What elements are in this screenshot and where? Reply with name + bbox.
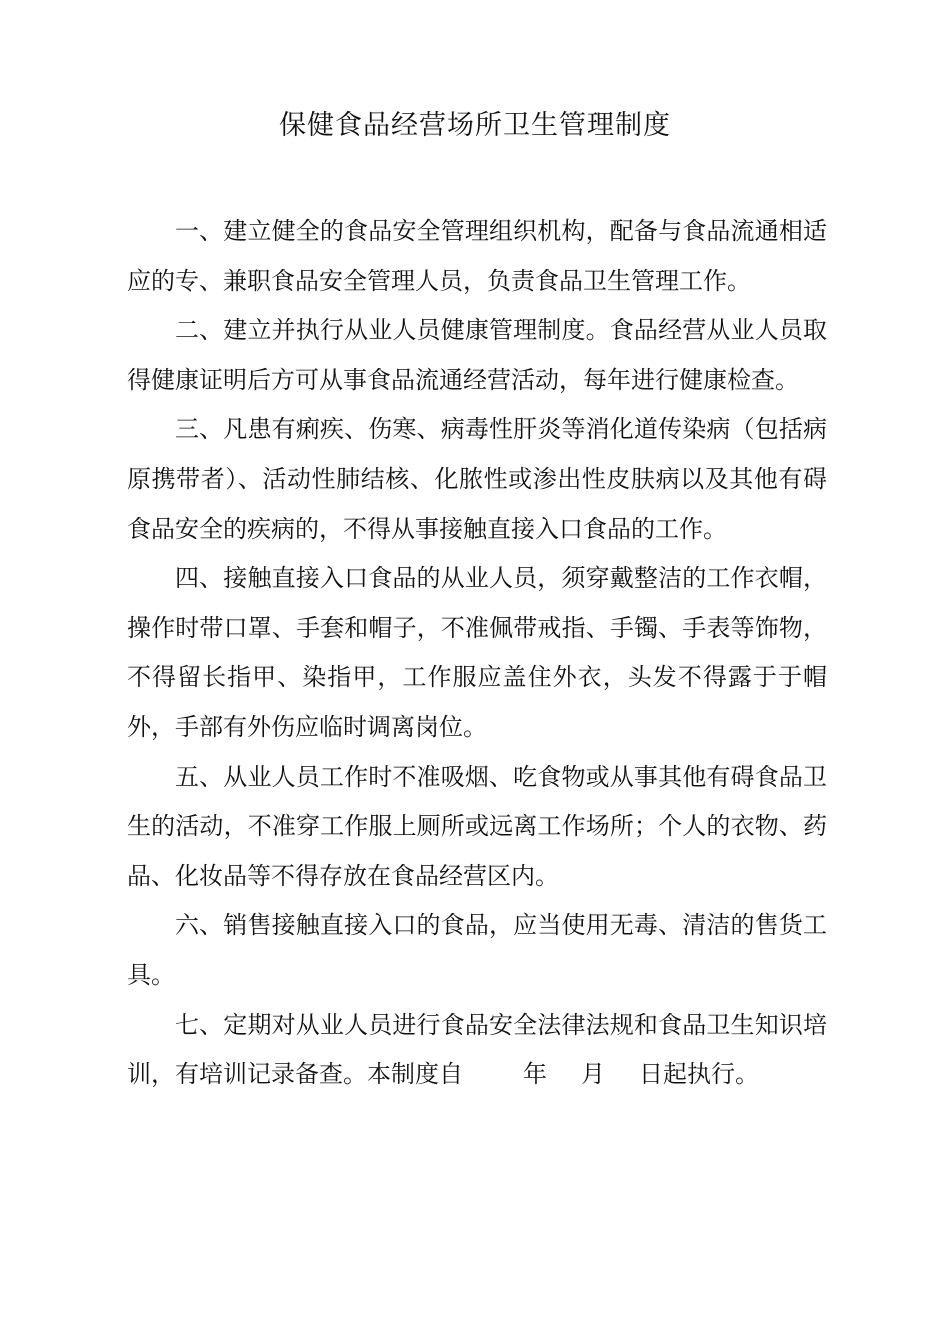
document-title: 保健食品经营场所卫生管理制度 (279, 110, 671, 141)
paragraph-4: 四、接触直接入口食品的从业人员，须穿戴整洁的工作衣帽，操作时带口罩、手套和帽子，不准佩带戒指、手镯、手表等饰物，不得留长指甲、染指甲，工作服应盖住外衣，头发不得露于于帽外，手部有外伤应临时调离岗位。 (127, 564, 827, 741)
paragraph-2: 二、建立并执行从业人员健康管理制度。食品经营从业人员取得健康证明后方可从事食品流通经营活动，每年进行健康检查。 (127, 316, 827, 394)
paragraph-5: 五、从业人员工作时不准吸烟、吃食物或从事其他有碍食品卫生的活动，不准穿工作服上厕所或远离工作场所；个人的衣物、药品、化妆品等不得存放在食品经营区内。 (127, 762, 827, 890)
document-body (127, 207, 827, 1100)
paragraph-3: 三、凡患有痢疾、伤寒、病毒性肝炎等消化道传染病（包括病原携带者）、活动性肺结核、化脓性或渗出性皮肤病以及其他有碍食品安全的疾病的，不得从事接触直接入口食品的工作。 (127, 415, 827, 543)
paragraph-6: 六、销售接触直接入口的食品，应当使用无毒、清洁的售货工具。 (127, 911, 827, 989)
month-label: 月 (581, 1060, 605, 1089)
paragraph-1: 一、建立健全的食品安全管理组织机构，配备与食品流通相适应的专、兼职食品安全管理人员，负责食品卫生管理工作。 (127, 217, 827, 295)
year-label: 年 (523, 1060, 547, 1089)
day-suffix: 日起执行。 (639, 1060, 759, 1089)
paragraph-7 (127, 1001, 827, 1100)
paragraph-7-text: 七、定期对从业人员进行食品安全法律法规和食品卫生知识培训，有培训记录备查。本制度自 (127, 1010, 827, 1089)
